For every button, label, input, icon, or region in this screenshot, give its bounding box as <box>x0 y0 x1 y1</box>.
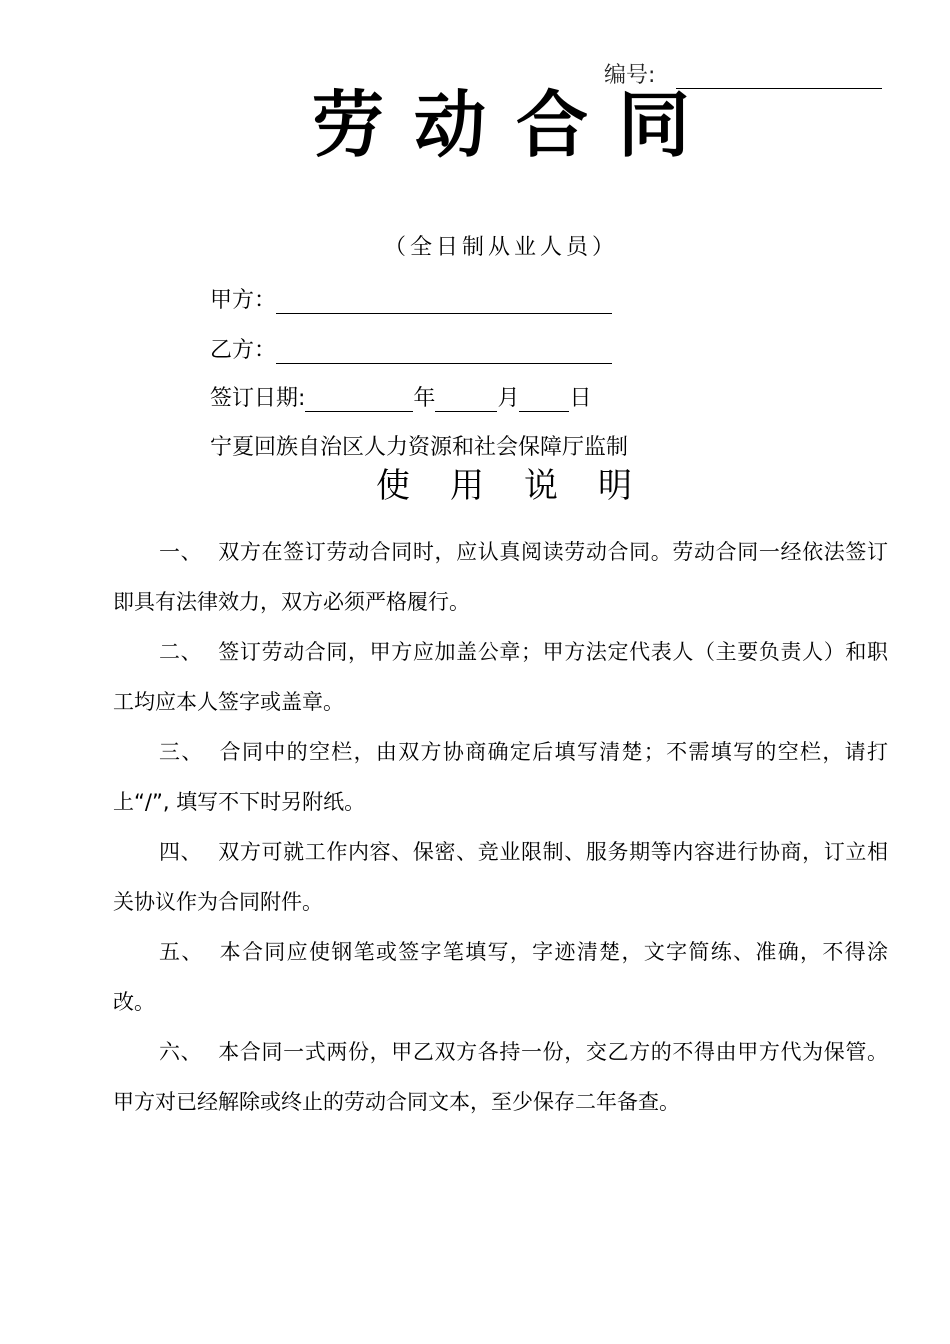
instruction-number: 四、 <box>159 840 203 864</box>
instruction-item-4 <box>113 827 888 927</box>
instruction-item-5 <box>113 927 888 1027</box>
supervisor-text: 宁夏回族自治区人力资源和社会保障厅监制 <box>210 435 629 460</box>
party-b-field[interactable] <box>276 337 612 364</box>
instruction-item-2 <box>113 627 888 727</box>
instruction-number: 二、 <box>159 640 203 664</box>
instruction-text: 本合同一式两份，甲乙双方各持一份，交乙方的不得由甲方代为保管。甲方对已经解除或终止的劳动合同文本，至少保存二年备查。 <box>113 1040 888 1114</box>
instruction-item-6 <box>113 1027 888 1127</box>
party-a-field[interactable] <box>276 287 612 314</box>
instruction-number: 五、 <box>159 940 204 964</box>
party-a-label: 甲方： <box>210 288 277 313</box>
document-title: 劳动合同 <box>312 83 721 167</box>
instruction-text: 本合同应使钢笔或签字笔填写，字迹清楚，文字简练、准确，不得涂改。 <box>113 940 889 1014</box>
day-label: 日 <box>569 386 592 411</box>
instruction-text: 双方可就工作内容、保密、竞业限制、服务期等内容进行协商，订立相关协议作为合同附件。 <box>113 840 888 914</box>
instruction-number: 三、 <box>159 740 204 764</box>
instruction-item-1 <box>113 527 888 627</box>
instructions-list <box>113 527 888 1127</box>
instruction-text: 签订劳动合同，甲方应加盖公章；甲方法定代表人（主要负责人）和职工均应本人签字或盖章。 <box>113 640 888 714</box>
day-field[interactable] <box>519 385 569 412</box>
instruction-text: 双方在签订劳动合同时，应认真阅读劳动合同。劳动合同一经依法签订即具有法律效力，双方必须严格履行。 <box>113 540 888 614</box>
document-subtitle: （全日制从业人员） <box>384 235 619 260</box>
instructions-title: 使用说明 <box>376 466 672 506</box>
serial-number-label: 编号: <box>604 63 656 88</box>
instruction-text: 合同中的空栏，由双方协商确定后填写清楚；不需填写的空栏，请打上“/”, 填写不下时另附纸。 <box>113 740 889 814</box>
instruction-number: 六、 <box>159 1040 203 1064</box>
signing-date-row <box>210 381 591 412</box>
party-b-label: 乙方： <box>210 338 277 363</box>
month-field[interactable] <box>435 385 497 412</box>
party-b-row <box>210 333 612 364</box>
party-a-row <box>210 283 612 314</box>
year-label: 年 <box>413 386 436 411</box>
instruction-item-3 <box>113 727 888 827</box>
month-label: 月 <box>497 386 520 411</box>
instruction-number: 一、 <box>159 540 203 564</box>
year-field[interactable] <box>305 385 413 412</box>
signing-date-label: 签订日期: <box>210 386 306 411</box>
